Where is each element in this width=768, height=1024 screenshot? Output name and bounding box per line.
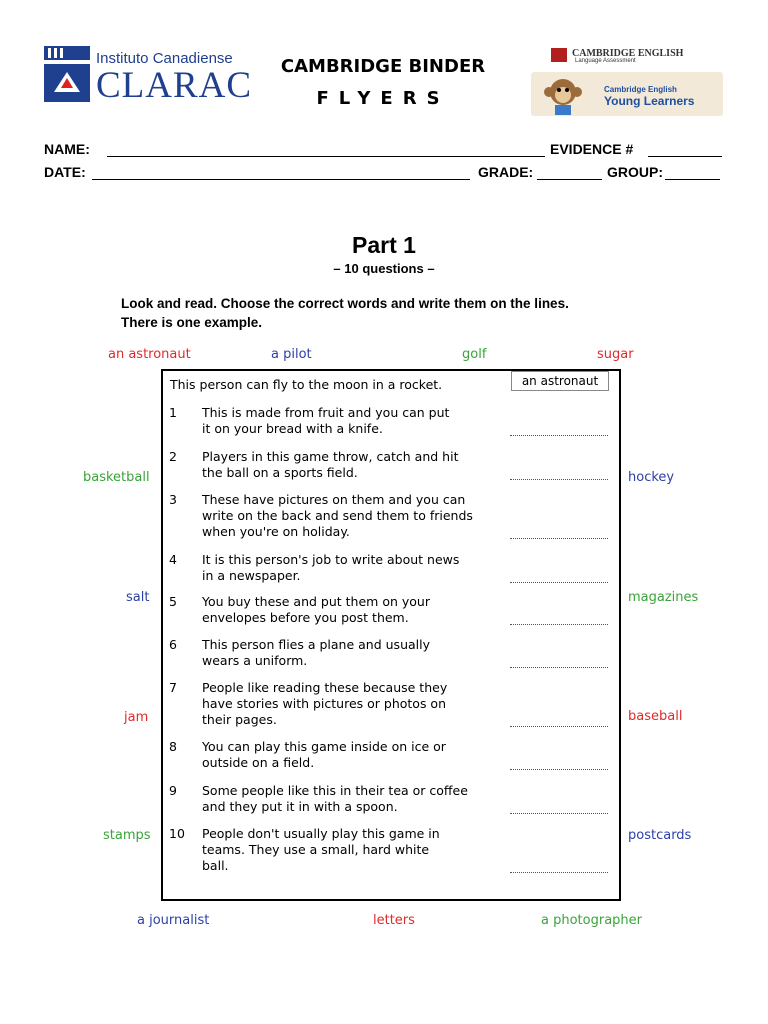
question-line: It is this person's job to write about news — [202, 552, 460, 567]
yl-logo-big: Young Learners — [604, 94, 695, 108]
question-number: 3 — [169, 492, 177, 507]
word-left-2: salt — [126, 590, 150, 605]
instructions-line-1: Look and read. Choose the correct words and write them on the lines. — [121, 296, 569, 311]
question-text — [202, 552, 502, 584]
question-line: You buy these and put them on your — [202, 594, 430, 609]
word-right-3: baseball — [628, 709, 683, 724]
grade-field[interactable] — [537, 179, 602, 180]
question-line: their pages. — [202, 712, 277, 727]
answer-line[interactable] — [510, 435, 608, 436]
question-line: outside on a field. — [202, 755, 315, 770]
cambridge-logo-sub: Language Assessment — [575, 58, 636, 64]
question-line: when you're on holiday. — [202, 524, 350, 539]
question-text — [202, 783, 502, 815]
word-right-4: postcards — [628, 828, 692, 843]
answer-line[interactable] — [510, 769, 608, 770]
question-line: have stories with pictures or photos on — [202, 696, 447, 711]
answer-line[interactable] — [510, 726, 608, 727]
answer-line[interactable] — [510, 538, 608, 539]
evidence-label: EVIDENCE # — [550, 141, 634, 157]
question-line: Players in this game throw, catch and hit — [202, 449, 459, 464]
instructions — [121, 294, 681, 332]
question-text — [202, 739, 502, 771]
grade-label: GRADE: — [478, 164, 534, 180]
question-line: People don't usually play this game in — [202, 826, 440, 841]
question-line: it on your bread with a knife. — [202, 421, 383, 436]
group-label: GROUP: — [607, 164, 663, 180]
question-line: People like reading these because they — [202, 680, 448, 695]
question-number: 5 — [169, 594, 177, 609]
word-bottom-3: a photographer — [541, 913, 642, 928]
question-text — [202, 405, 502, 437]
part-subtitle: – 10 questions – — [333, 261, 435, 276]
date-label: DATE: — [44, 164, 86, 180]
question-number: 9 — [169, 783, 177, 798]
group-field[interactable] — [665, 179, 720, 180]
answer-line[interactable] — [510, 813, 608, 814]
question-line: These have pictures on them and you can — [202, 492, 466, 507]
word-bottom-2: letters — [373, 913, 415, 928]
question-line: You can play this game inside on ice or — [202, 739, 446, 754]
answer-line[interactable] — [510, 872, 608, 873]
word-top-3: golf — [462, 347, 487, 362]
question-line: This person flies a plane and usually — [202, 637, 430, 652]
question-line: envelopes before you post them. — [202, 610, 409, 625]
question-number: 8 — [169, 739, 177, 754]
example-answer: an astronaut — [511, 371, 609, 391]
clarac-emblem-icon — [44, 44, 94, 106]
question-text — [202, 449, 502, 481]
question-number: 2 — [169, 449, 177, 464]
answer-line[interactable] — [510, 667, 608, 668]
question-number: 1 — [169, 405, 177, 420]
question-line: teams. They use a small, hard white — [202, 842, 430, 857]
question-text — [202, 594, 502, 626]
example-text: This person can fly to the moon in a rocket. — [170, 377, 443, 392]
question-line: ball. — [202, 858, 229, 873]
word-bottom-1: a journalist — [137, 913, 210, 928]
answer-line[interactable] — [510, 582, 608, 583]
word-top-2: a pilot — [271, 347, 312, 362]
instructions-line-2: There is one example. — [121, 315, 263, 330]
word-left-1: basketball — [83, 470, 150, 485]
date-field[interactable] — [92, 179, 470, 180]
question-line: the ball on a sports field. — [202, 465, 358, 480]
word-top-4: sugar — [597, 347, 634, 362]
page-title: CAMBRIDGE BINDER — [280, 56, 486, 77]
page-subtitle: FLYERS — [316, 88, 450, 109]
word-left-3: jam — [124, 710, 149, 725]
name-field[interactable] — [107, 156, 545, 157]
question-line: This is made from fruit and you can put — [202, 405, 450, 420]
cambridge-shield-icon — [551, 48, 567, 62]
question-number: 6 — [169, 637, 177, 652]
monkey-mascot-icon — [531, 72, 601, 116]
question-number: 4 — [169, 552, 177, 567]
institute-name: CLARAC — [96, 65, 253, 106]
answer-line[interactable] — [510, 624, 608, 625]
answer-line[interactable] — [510, 479, 608, 480]
question-text — [202, 826, 502, 874]
name-label: NAME: — [44, 141, 90, 157]
institute-line: Instituto Canadiense — [96, 50, 233, 67]
question-text — [202, 637, 502, 669]
cambridge-logo-text: CAMBRIDGE ENGLISH — [572, 48, 684, 59]
question-text — [202, 680, 502, 728]
question-line: write on the back and send them to friends — [202, 508, 473, 523]
question-text — [202, 492, 502, 540]
question-line: wears a uniform. — [202, 653, 308, 668]
word-top-1: an astronaut — [108, 347, 191, 362]
word-right-1: hockey — [628, 470, 675, 485]
question-line: and they put it in with a spoon. — [202, 799, 398, 814]
question-number: 10 — [169, 826, 185, 841]
question-number: 7 — [169, 680, 177, 695]
word-left-4: stamps — [103, 828, 151, 843]
question-line: in a newspaper. — [202, 568, 301, 583]
evidence-field[interactable] — [648, 156, 722, 157]
question-line: Some people like this in their tea or coffee — [202, 783, 468, 798]
yl-logo-small: Cambridge English — [604, 85, 677, 94]
part-title: Part 1 — [352, 232, 416, 258]
word-right-2: magazines — [628, 590, 699, 605]
